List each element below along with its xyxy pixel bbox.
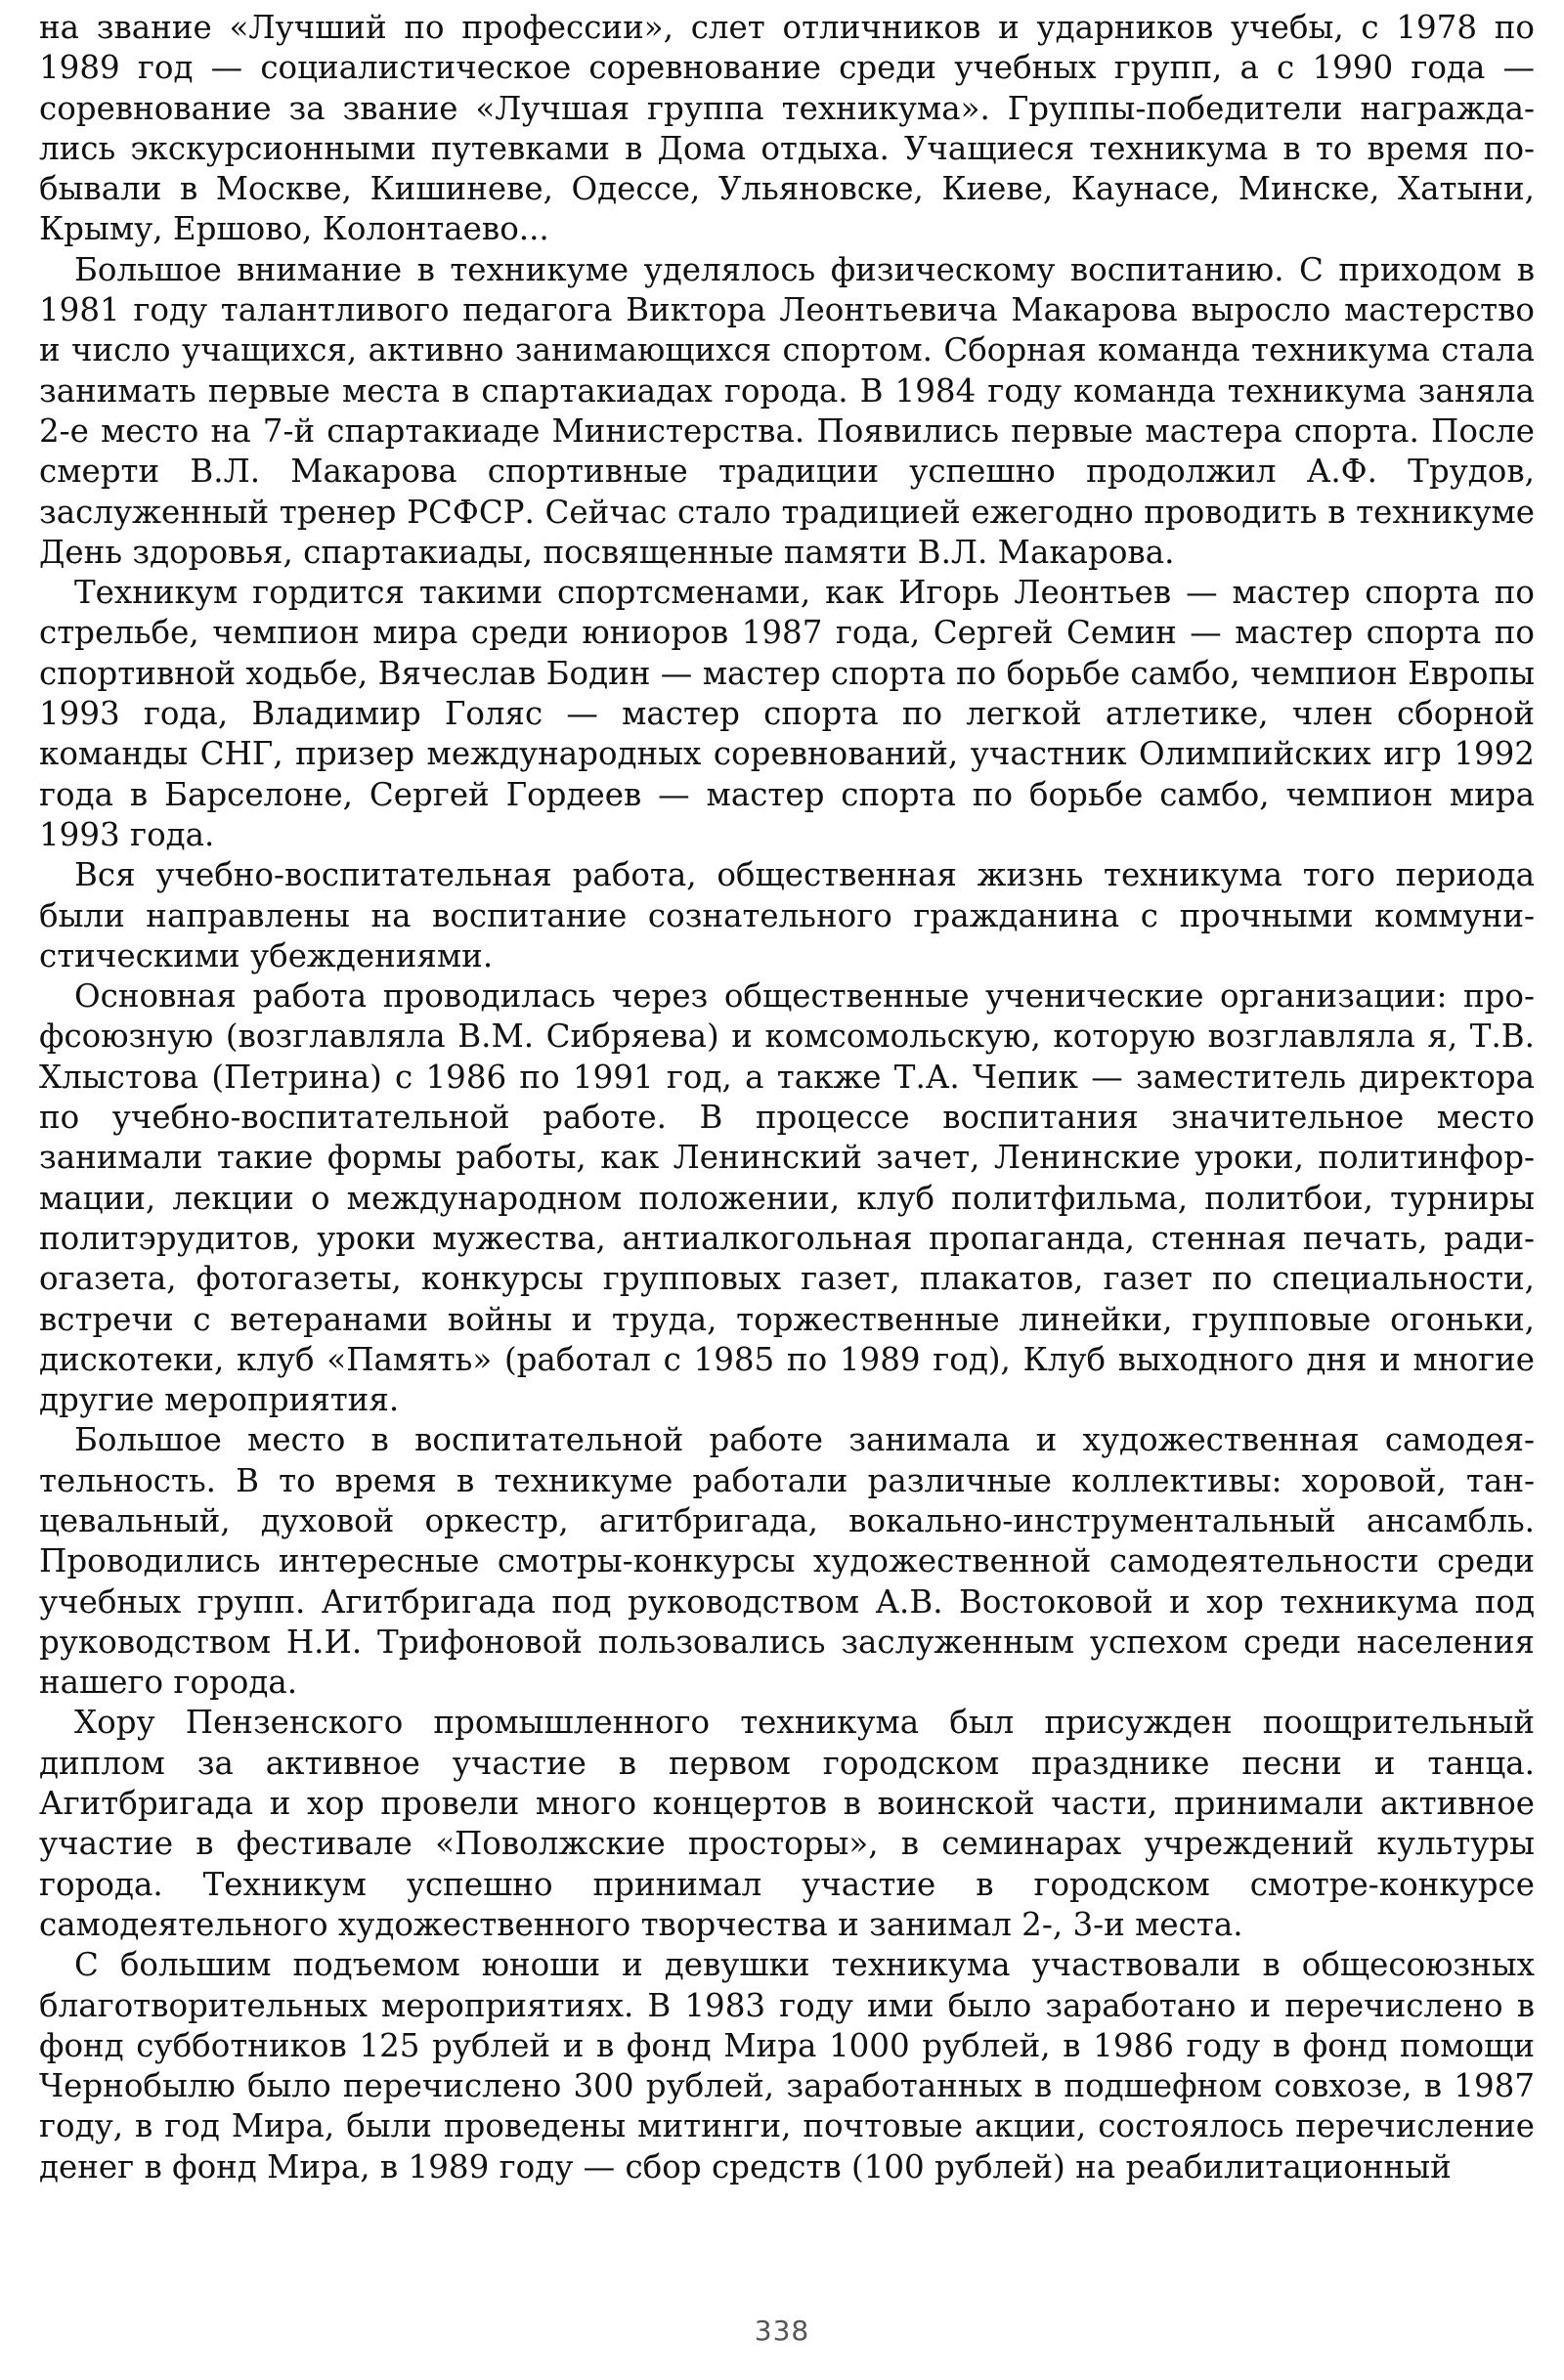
paragraph-8: С большим подъемом юноши и девушки техникума участвовали в общесоюзных благотворительных мероприятиях. В 1983 году ими было заработано и перечислено в фонд субботников 125 рублей и в фонд Мира 1000 рублей, в 1986 году в фонд помощи Чернобылю было перечислено 300 рублей, заработанных в подшефном совхозе, в 1987 году, в год Мира, были проведены митинги, почтовые акции, состоялось перечисление денег в фонд Мира, в 1989 году — сбор средств (100 рублей) на реабилитационный [39,1946,1535,2185]
paragraph-4: Вся учебно-воспитательная работа, общественная жизнь техникума того периода были направлены на воспитание сознательного гражданина с прочными коммунистическими убеждениями. [39,856,1535,974]
paragraph-1: на звание «Лучший по профессии», слет отличников и ударников учебы, с 1978 по 1989 год — социалистическое соревнование среди учебных групп, а с 1990 года — соревнование за звание «Лучшая группа техникума». Группы-победители награждались экскурсионными путевками в Дома отдыха. Учащиеся техникума в то время побывали в Москве, Кишиневе, Одессе, Ульяновске, Киеве, Каунасе, Минске, Хатыни, Крыму, Ершово, Колонтаево... [39,9,1535,248]
paragraph-3: Техникум гордится такими спортсменами, как Игорь Леонтьев — мастер спорта по стрельбе, чемпион мира среди юниоров 1987 года, Сергей Семин — мастер спорта по спортивной ходьбе, Вячеслав Бодин — мастер спорта по борьбе самбо, чемпион Европы 1993 года, Владимир Голяс — мастер спорта по легкой атлетике, член сборной команды СНГ, призер международных соревнований, участник Олимпийских игр 1992 года в Барселоне, Сергей Гордеев — мастер спорта по борьбе самбо, чемпион мира 1993 года. [39,574,1535,853]
paragraph-6: Большое место в воспитательной работе занимала и художественная самодеятельность. В то время в техникуме работали различные коллективы: хоровой, танцевальный, духовой оркестр, агитбригада, вокально-инструментальный ансамбль. Проводились интересные смотры-конкурсы художественной самодеятельности среди учебных групп. Агитбригада под руководством А.В. Востоковой и хор техникума под руководством Н.И. Трифоновой пользовались заслуженным успехом среди населения нашего города. [39,1421,1535,1702]
page-number: 338 [754,2315,810,2347]
paragraph-7: Хору Пензенского промышленного техникума был присужден поощрительный диплом за активное участие в первом городском празднике песни и танца. Агитбригада и хор провели много концертов в воинской части, принимали активное участие в фестивале «Поволжские просторы», в семинарах учреждений культуры города. Техникум успешно принимал участие в городском смотре-конкурсе самодеятельного художественного творчества и занимал 2-, 3-и места. [39,1704,1535,1943]
paragraph-2: Большое внимание в техникуме уделялось физическому воспитанию. С приходом в 1981 году талантливого педагога Виктора Леонтьевича Макарова выросло мастерство и число учащихся, активно занимающихся спортом. Сборная команда техникума стала занимать первые места в спартакиадах города. В 1984 году команда техникума заняла 2-е место на 7-й спартакиаде Министерства. Появились первые мастера спорта. После смерти В.Л. Макарова спортивные традиции успешно продолжил А.Ф. Трудов, заслуженный тренер РСФСР. Сейчас стало традицией ежегодно проводить в техникуме День здоровья, спартакиады, посвященные памяти В.Л. Макарова. [39,250,1535,571]
page-body [39,8,1535,2295]
paragraph-5: Основная работа проводилась через общественные ученические организации: профсоюзную (возглавляла В.М. Сибряева) и комсомольскую, которую возглавляла я, Т.В. Хлыстова (Петрина) с 1986 по 1991 год, а также Т.А. Чепик — заместитель директора по учебно-воспитательной работе. В процессе воспитания значительное место занимали такие формы работы, как Ленинский зачет, Ленинские уроки, политинформации, лекции о международном положении, клуб политфильма, политбои, турниры политэрудитов, уроки мужества, антиалкогольная пропаганда, стенная печать, радиогазета, фотогазеты, конкурсы групповых газет, плакатов, газет по специальности, встречи с ветеранами войны и труда, торжественные линейки, групповые огоньки, дискотеки, клуб «Память» (работал с 1985 по 1989 год), Клуб выходного дня и многие другие мероприятия. [39,977,1535,1419]
